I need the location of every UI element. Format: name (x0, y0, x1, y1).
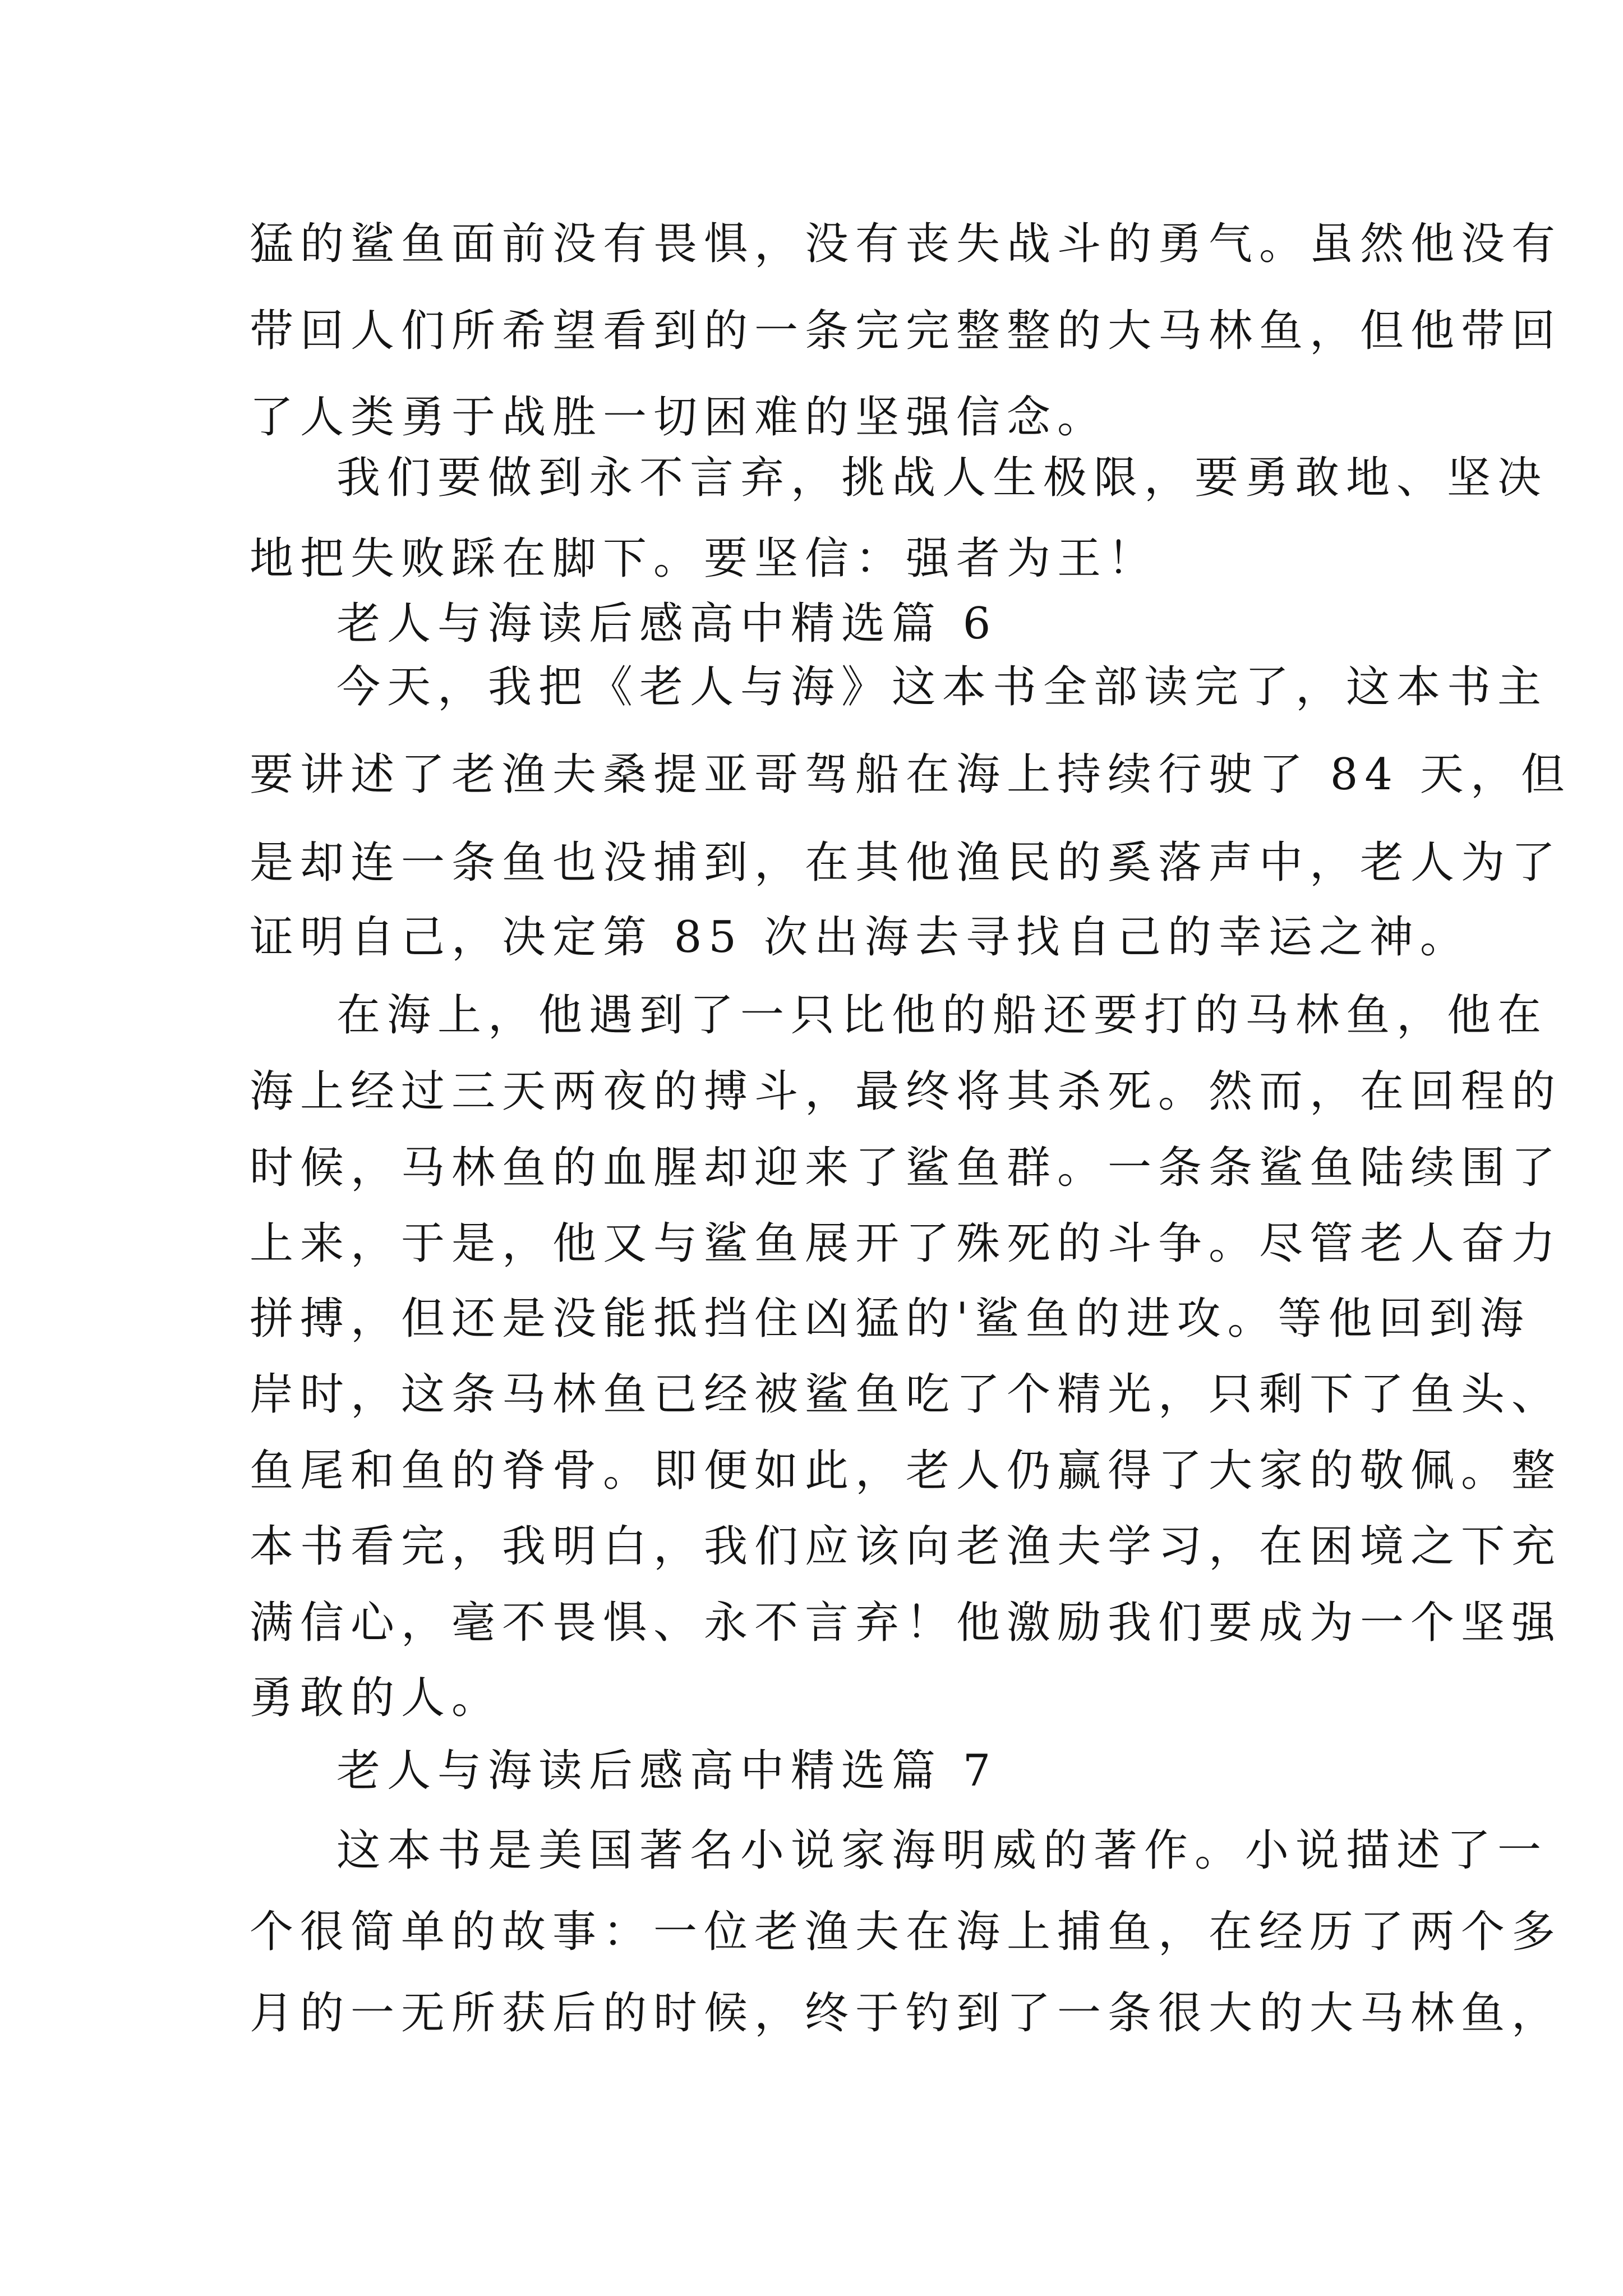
paragraph-line: 这本书是美国著名小说家海明威的著作。小说描述了一 (336, 1825, 1548, 1876)
paragraph-line: 时候，马林鱼的血腥却迎来了鲨鱼群。一条条鲨鱼陆续围了 (250, 1143, 1562, 1193)
section-heading: 老人与海读后感高中精选篇 7 (336, 1746, 998, 1796)
paragraph-line: 今天，我把《老人与海》这本书全部读完了，这本书主 (336, 662, 1548, 712)
paragraph-line: 岸时，这条马林鱼已经被鲨鱼吃了个精光，只剩下了鱼头、 (250, 1369, 1562, 1420)
paragraph-line: 我们要做到永不言弃，挑战人生极限，要勇敢地、坚决 (336, 453, 1548, 503)
paragraph-line: 了人类勇于战胜一切困难的坚强信念。 (250, 392, 1108, 443)
paragraph-line: 在海上，他遇到了一只比他的船还要打的马林鱼，他在 (336, 990, 1548, 1041)
paragraph-line: 地把失败踩在脚下。要坚信：强者为王！ (250, 533, 1159, 584)
section-heading: 老人与海读后感高中精选篇 6 (336, 599, 998, 649)
paragraph-line: 拼搏，但还是没能抵挡住凶猛的'鲨鱼的进攻。等他回到海 (250, 1294, 1530, 1344)
paragraph-line: 是却连一条鱼也没捕到，在其他渔民的奚落声中，老人为了 (250, 838, 1562, 888)
paragraph-line: 上来，于是，他又与鲨鱼展开了殊死的斗争。尽管老人奋力 (250, 1218, 1562, 1269)
paragraph-line: 月的一无所获后的时候，终于钓到了一条很大的大马林鱼， (250, 1988, 1562, 2039)
paragraph-line: 猛的鲨鱼面前没有畏惧，没有丧失战斗的勇气。虽然他没有 (250, 219, 1562, 269)
paragraph-line: 鱼尾和鱼的脊骨。即便如此，老人仍赢得了大家的敬佩。整 (250, 1446, 1562, 1496)
paragraph-line: 证明自己，决定第 85 次出海去寻找自己的幸运之神。 (250, 912, 1470, 963)
paragraph-line: 勇敢的人。 (250, 1673, 502, 1723)
paragraph-line: 要讲述了老渔夫桑提亚哥驾船在海上持续行驶了 84 天，但 (250, 749, 1571, 800)
paragraph-line: 个很简单的故事：一位老渔夫在海上捕鱼，在经历了两个多 (250, 1907, 1562, 1957)
paragraph-line: 本书看完，我明白，我们应该向老渔夫学习，在困境之下充 (250, 1521, 1562, 1572)
paragraph-line: 海上经过三天两夜的搏斗，最终将其杀死。然而，在回程的 (250, 1066, 1562, 1117)
paragraph-line: 满信心，毫不畏惧、永不言弃！他激励我们要成为一个坚强 (250, 1598, 1562, 1648)
paragraph-line: 带回人们所希望看到的一条完完整整的大马林鱼，但他带回 (250, 306, 1562, 356)
